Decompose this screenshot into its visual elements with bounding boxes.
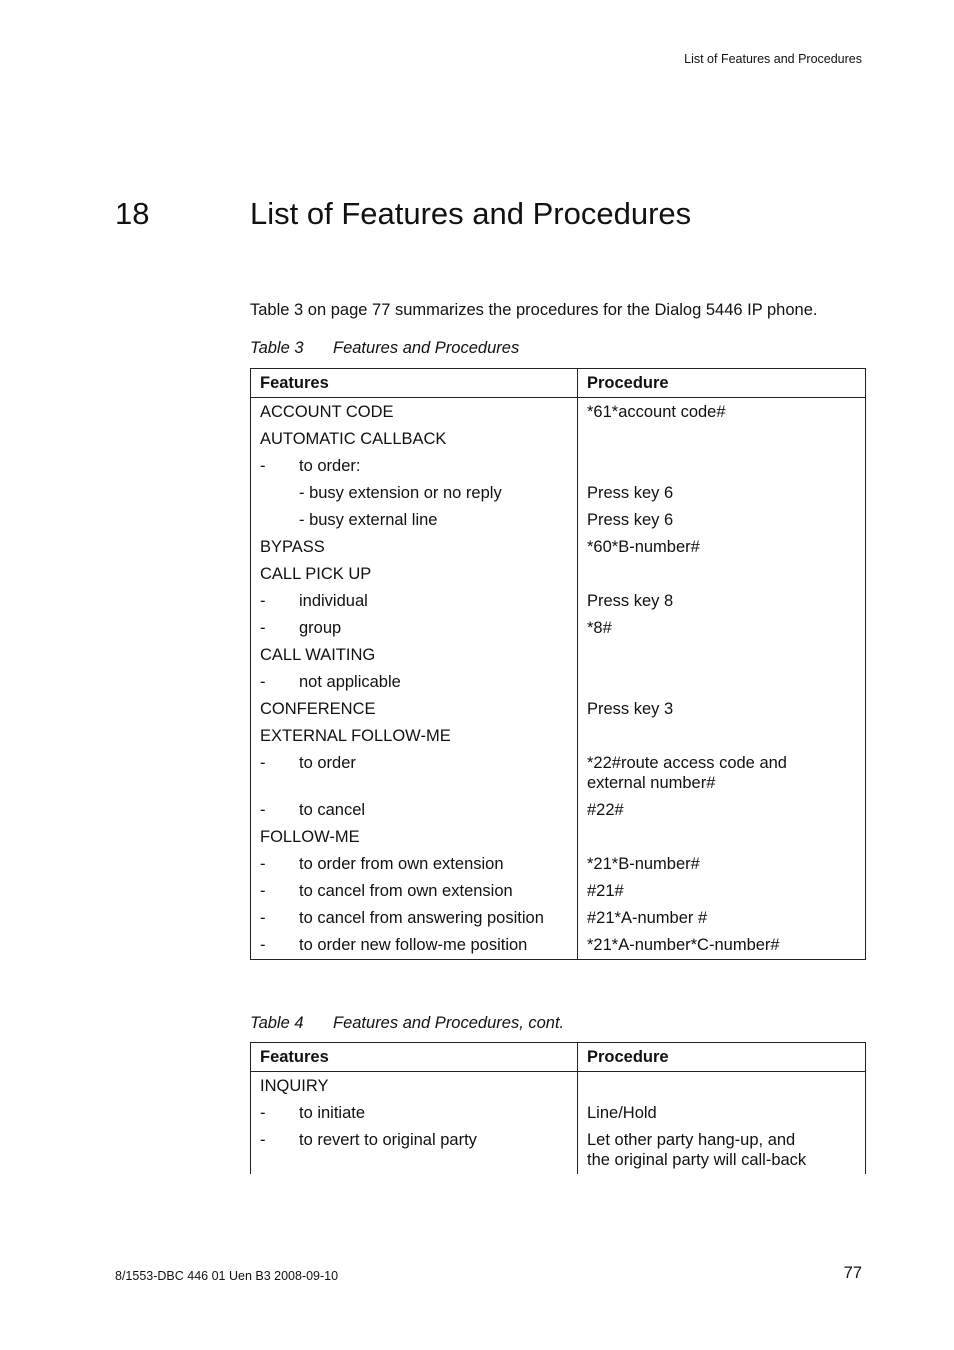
table-row — [251, 905, 866, 932]
feature-cell — [251, 723, 578, 750]
feature-cell — [251, 426, 578, 453]
feature-text: to order from own extension — [299, 855, 504, 873]
procedure-cell: *21*B-number# — [587, 855, 700, 873]
procedure-cell: Let other party hang-up, and the original party will call-back — [587, 1131, 807, 1169]
feature-text: ACCOUNT CODE — [260, 403, 394, 421]
procedure-cell — [578, 642, 866, 669]
procedure-cell — [578, 824, 866, 851]
feature-cell — [251, 932, 578, 960]
feature-cell — [251, 905, 578, 932]
feature-text: - busy external line — [299, 511, 438, 529]
procedure-cell: #22# — [587, 801, 624, 819]
procedure-cell: *21*A-number*C-number# — [587, 936, 780, 954]
feature-text: to order: — [299, 457, 361, 475]
table-row — [251, 1127, 866, 1174]
feature-text: BYPASS — [260, 538, 325, 556]
list-dash: - — [260, 909, 266, 927]
table-row — [251, 878, 866, 905]
feature-cell — [251, 824, 578, 851]
feature-text: - busy extension or no reply — [299, 484, 502, 502]
feature-text: to initiate — [299, 1104, 366, 1122]
list-dash: - — [260, 619, 266, 637]
table-row — [251, 426, 866, 453]
procedure-cell: Press key 3 — [587, 700, 674, 718]
procedure-cell: #21*A-number # — [587, 909, 708, 927]
feature-text: to order — [299, 754, 356, 772]
feature-text: to order new follow-me position — [299, 936, 528, 954]
running-header: List of Features and Procedures — [684, 52, 862, 66]
table-row — [251, 642, 866, 669]
table-row — [251, 824, 866, 851]
table-row — [251, 723, 866, 750]
procedure-cell: *22#route access code and external number# — [587, 754, 787, 792]
feature-cell — [251, 1072, 578, 1101]
procedure-cell — [578, 669, 866, 696]
feature-text: CALL WAITING — [260, 646, 376, 664]
table-row — [251, 534, 866, 561]
feature-cell — [251, 561, 578, 588]
table-row — [251, 398, 866, 427]
feature-text: not applicable — [299, 673, 401, 691]
table-row — [251, 1100, 866, 1127]
table-row — [251, 561, 866, 588]
feature-text: to cancel from answering position — [299, 909, 544, 927]
feature-cell — [251, 851, 578, 878]
table-row — [251, 480, 866, 507]
table-row — [251, 507, 866, 534]
table-row — [251, 1072, 866, 1101]
table3-caption-label: Table 3 — [250, 339, 304, 357]
table-row — [251, 588, 866, 615]
procedure-cell: Press key 6 — [587, 484, 674, 502]
procedure-cell: *60*B-number# — [587, 538, 700, 556]
feature-text: INQUIRY — [260, 1077, 329, 1095]
feature-cell — [251, 507, 578, 534]
list-dash: - — [260, 936, 266, 954]
feature-text: EXTERNAL FOLLOW-ME — [260, 727, 451, 745]
feature-cell — [251, 669, 578, 696]
intro-paragraph: Table 3 on page 77 summarizes the procedures for the Dialog 5446 IP phone. — [250, 301, 818, 319]
column-header-features: Features — [251, 369, 578, 398]
column-header-features: Features — [251, 1043, 578, 1072]
table-row — [251, 797, 866, 824]
table-row — [251, 750, 866, 797]
feature-cell — [251, 588, 578, 615]
page-number: 77 — [843, 1264, 862, 1282]
column-header-procedure: Procedure — [578, 369, 866, 398]
procedure-cell: *61*account code# — [587, 403, 726, 421]
feature-cell — [251, 398, 578, 427]
chapter-number: 18 — [115, 196, 150, 231]
list-dash: - — [260, 1131, 266, 1149]
procedure-cell — [578, 561, 866, 588]
list-dash: - — [260, 1104, 266, 1122]
feature-text: to cancel from own extension — [299, 882, 513, 900]
chapter-title: List of Features and Procedures — [250, 196, 692, 231]
list-dash: - — [260, 673, 266, 691]
feature-text: FOLLOW-ME — [260, 828, 360, 846]
list-dash: - — [260, 754, 266, 772]
feature-cell — [251, 453, 578, 480]
feature-cell — [251, 615, 578, 642]
procedure-cell: #21# — [587, 882, 624, 900]
table3 — [250, 368, 866, 960]
table-row — [251, 696, 866, 723]
feature-cell — [251, 1127, 578, 1174]
table-header-row — [251, 1043, 866, 1072]
list-dash: - — [260, 882, 266, 900]
table-row — [251, 851, 866, 878]
table4-caption — [250, 1014, 564, 1033]
feature-cell — [251, 480, 578, 507]
table-row — [251, 669, 866, 696]
procedure-cell: *8# — [587, 619, 612, 637]
feature-text: to revert to original party — [299, 1131, 477, 1149]
table-row — [251, 615, 866, 642]
procedure-cell — [578, 426, 866, 453]
list-dash: - — [260, 457, 266, 475]
column-header-procedure: Procedure — [578, 1043, 866, 1072]
procedure-cell — [578, 723, 866, 750]
feature-text: AUTOMATIC CALLBACK — [260, 430, 447, 448]
feature-text: individual — [299, 592, 368, 610]
feature-cell — [251, 642, 578, 669]
feature-cell — [251, 750, 578, 797]
table3-caption — [250, 339, 519, 358]
procedure-cell — [578, 1072, 866, 1101]
procedure-cell — [578, 453, 866, 480]
list-dash: - — [260, 855, 266, 873]
feature-cell — [251, 1100, 578, 1127]
feature-text: CALL PICK UP — [260, 565, 372, 583]
table3-caption-title: Features and Procedures — [333, 339, 520, 357]
table-row — [251, 453, 866, 480]
feature-cell — [251, 797, 578, 824]
feature-text: group — [299, 619, 342, 637]
feature-cell — [251, 534, 578, 561]
procedure-cell: Press key 6 — [587, 511, 674, 529]
feature-text: CONFERENCE — [260, 700, 376, 718]
table-header-row — [251, 369, 866, 398]
procedure-cell: Line/Hold — [587, 1104, 657, 1122]
table-row — [251, 932, 866, 960]
feature-text: to cancel — [299, 801, 366, 819]
list-dash: - — [260, 801, 266, 819]
table4-caption-title: Features and Procedures, cont. — [333, 1014, 565, 1032]
footer-doc-id: 8/1553-DBC 446 01 Uen B3 2008-09-10 — [115, 1269, 339, 1283]
table4 — [250, 1042, 866, 1174]
feature-cell — [251, 878, 578, 905]
table4-caption-label: Table 4 — [250, 1014, 304, 1032]
feature-cell — [251, 696, 578, 723]
list-dash: - — [260, 592, 266, 610]
procedure-cell: Press key 8 — [587, 592, 674, 610]
